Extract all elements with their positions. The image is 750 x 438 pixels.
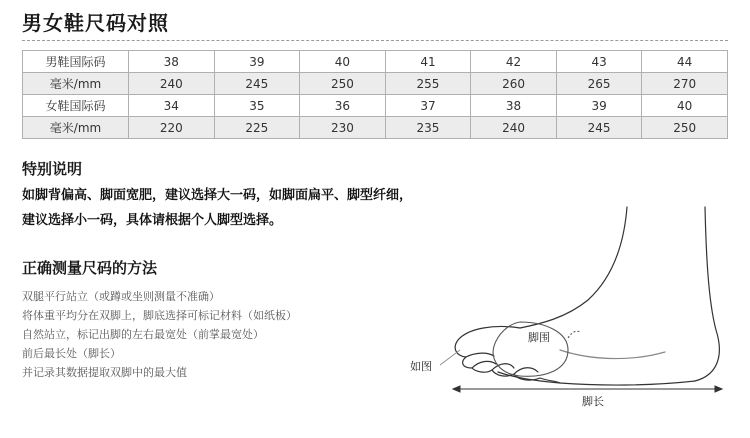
list-item: 前后最长处（脚长） <box>22 347 121 360</box>
table-cell: 235 <box>385 117 471 139</box>
special-note-line: 建议选择小一码，具体请根据个人脚型选择。 <box>22 213 283 228</box>
table-cell: 225 <box>214 117 300 139</box>
length-arrow-icon <box>453 386 722 392</box>
row-header: 毫米/mm <box>23 73 129 95</box>
table-cell: 38 <box>129 51 215 73</box>
table-cell: 34 <box>129 95 215 117</box>
table-cell: 250 <box>642 117 728 139</box>
table-cell: 40 <box>642 95 728 117</box>
foot-width-label: 脚围 <box>528 331 550 344</box>
table-cell: 240 <box>471 117 557 139</box>
table-cell: 220 <box>129 117 215 139</box>
example-label: 如图 <box>410 360 432 373</box>
page-title: 男女鞋尺码对照 <box>22 11 169 35</box>
table-cell: 245 <box>556 117 642 139</box>
special-note-heading: 特别说明 <box>22 160 83 178</box>
table-cell: 44 <box>642 51 728 73</box>
foot-length-label: 脚长 <box>582 395 604 408</box>
table-cell: 39 <box>214 51 300 73</box>
table-cell: 37 <box>385 95 471 117</box>
table-cell: 41 <box>385 51 471 73</box>
table-cell: 260 <box>471 73 557 95</box>
callout-line <box>440 350 460 365</box>
list-item: 将体重平均分在双脚上，脚底选择可标记材料（如纸板） <box>22 309 297 322</box>
foot-outline-icon <box>455 207 719 385</box>
row-header: 毫米/mm <box>23 117 129 139</box>
table-cell: 255 <box>385 73 471 95</box>
measure-method-heading: 正确测量尺码的方法 <box>22 259 158 277</box>
table-cell: 230 <box>300 117 386 139</box>
row-header: 女鞋国际码 <box>23 95 129 117</box>
table-cell: 270 <box>642 73 728 95</box>
table-cell: 43 <box>556 51 642 73</box>
table-cell: 245 <box>214 73 300 95</box>
table-cell: 42 <box>471 51 557 73</box>
special-note-line: 如脚背偏高、脚面宽肥，建议选择大一码，如脚面扁平、脚型纤细， <box>22 188 413 203</box>
table-cell: 40 <box>300 51 386 73</box>
list-item: 并记录其数据提取双脚中的最大值 <box>22 366 187 379</box>
table-cell: 36 <box>300 95 386 117</box>
table-cell: 39 <box>556 95 642 117</box>
list-item: 自然站立，标记出脚的左右最宽处（前掌最宽处） <box>22 328 264 341</box>
table-cell: 240 <box>129 73 215 95</box>
table-cell: 38 <box>471 95 557 117</box>
list-item: 双腿平行站立（或蹲或坐则测量不准确） <box>22 290 220 303</box>
table-cell: 250 <box>300 73 386 95</box>
table-cell: 265 <box>556 73 642 95</box>
row-header: 男鞋国际码 <box>23 51 129 73</box>
table-cell: 35 <box>214 95 300 117</box>
